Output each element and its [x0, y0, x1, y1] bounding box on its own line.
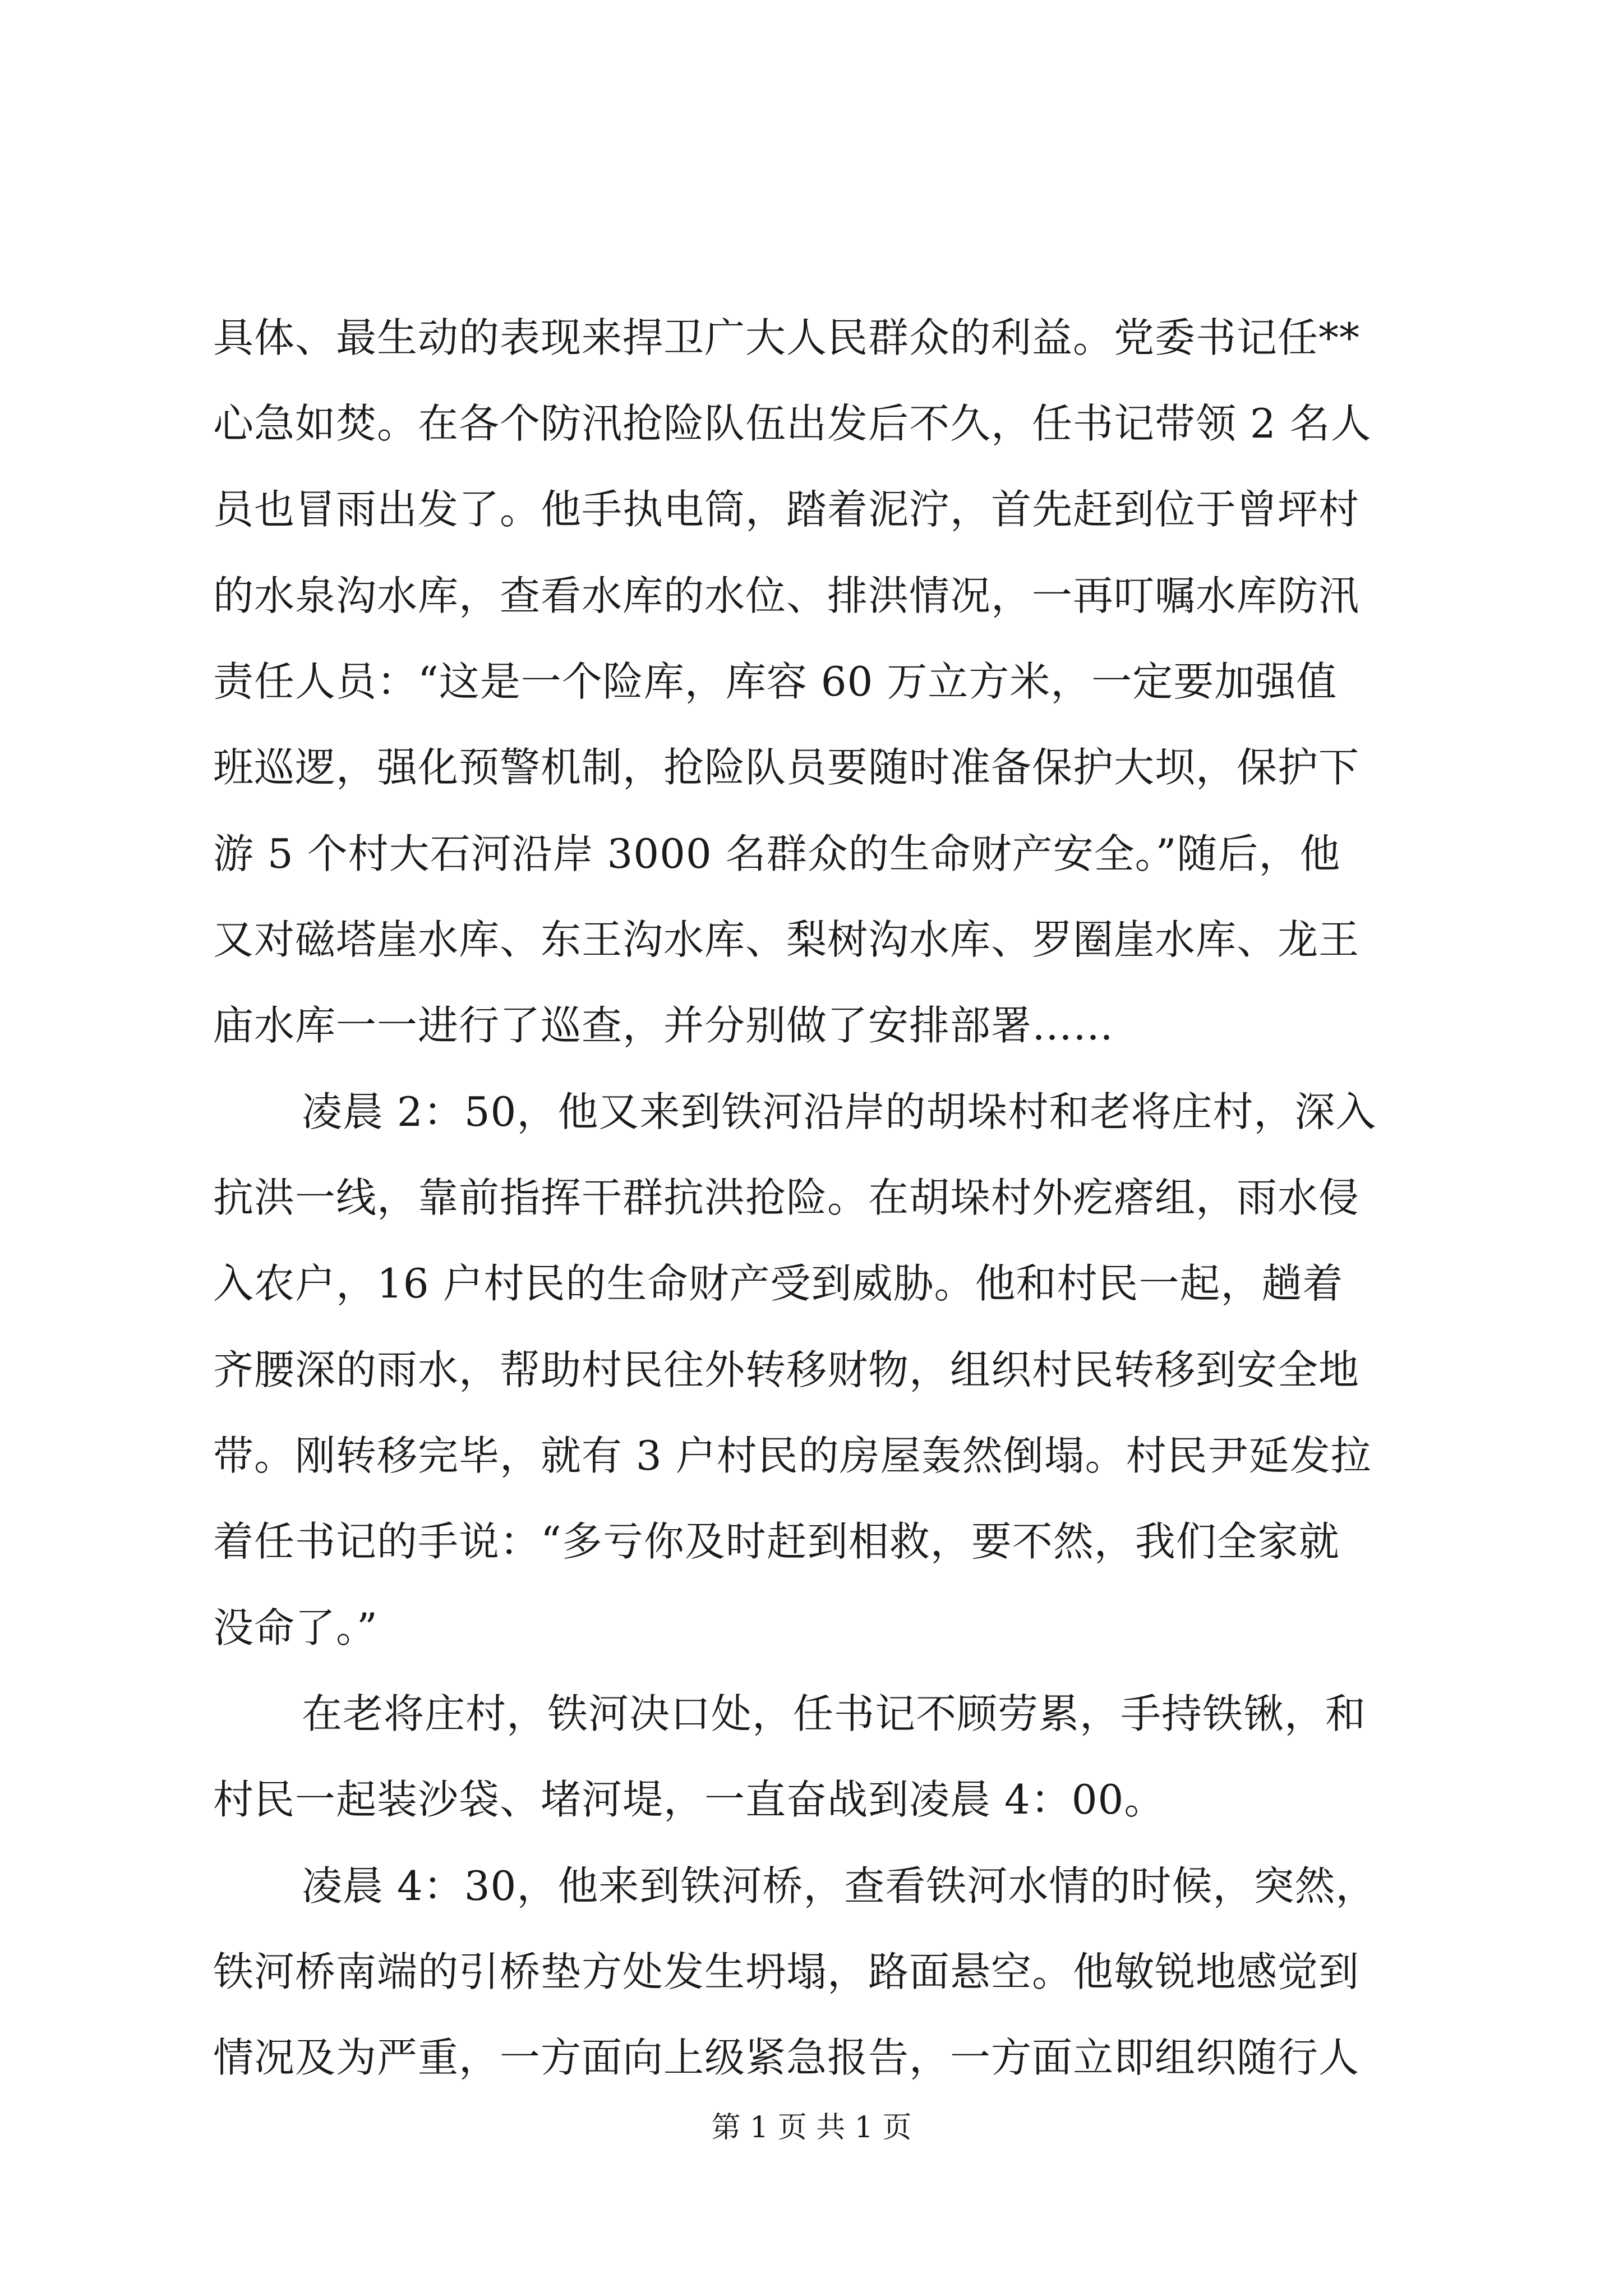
text-line: 情况及为严重，一方面向上级紧急报告，一方面立即组织随行人 [213, 2034, 1360, 2081]
paragraph-start-line: 凌晨 2：50，他又来到铁河沿岸的胡垛村和老将庄村，深入 [302, 1088, 1377, 1135]
text-line: 游 5 个村大石河沿岸 3000 名群众的生命财产安全。”随后，他 [213, 830, 1341, 877]
text-line: 班巡逻，强化预警机制，抢险队员要随时准备保护大坝，保护下 [213, 744, 1360, 791]
text-line: 责任人员：“这是一个险库，库容 60 万立方米，一定要加强值 [213, 658, 1338, 705]
page-footer: 第 1 页 共 1 页 [711, 2111, 912, 2145]
text-line: 抗洪一线，靠前指挥干群抗洪抢险。在胡垛村外疙瘩组，雨水侵 [213, 1174, 1360, 1221]
text-line: 村民一起装沙袋、堵河堤，一直奋战到凌晨 4：00。 [213, 1776, 1165, 1823]
text-line: 具体、最生动的表现来捍卫广大人民群众的利益。党委书记任** [213, 314, 1361, 361]
text-line: 铁河桥南端的引桥垫方处发生坍塌，路面悬空。他敏锐地感觉到 [213, 1948, 1360, 1995]
paragraph-start-line: 在老将庄村，铁河决口处，任书记不顾劳累，手持铁锹，和 [302, 1690, 1367, 1737]
paragraph-start-line: 凌晨 4：30，他来到铁河桥，查看铁河水情的时候，突然， [302, 1862, 1377, 1910]
text-line: 又对磁塔崖水库、东王沟水库、梨树沟水库、罗圈崖水库、龙王 [213, 916, 1360, 963]
text-line: 没命了。” [213, 1604, 378, 1651]
text-line: 的水泉沟水库，查看水库的水位、排洪情况，一再叮嘱水库防汛 [213, 572, 1360, 619]
text-line: 带。刚转移完毕，就有 3 户村民的房屋轰然倒塌。村民尹延发拉 [213, 1432, 1372, 1479]
text-line: 着任书记的手说：“多亏你及时赶到相救，要不然，我们全家就 [213, 1518, 1340, 1565]
text-line: 员也冒雨出发了。他手执电筒，踏着泥泞，首先赶到位于曾坪村 [213, 486, 1360, 533]
text-line: 齐腰深的雨水，帮助村民往外转移财物，组织村民转移到安全地 [213, 1346, 1360, 1393]
text-line: 庙水库一一进行了巡查，并分别做了安排部署…… [213, 1002, 1114, 1049]
text-line: 入农户，16 户村民的生命财产受到威胁。他和村民一起，趟着 [213, 1260, 1344, 1307]
text-line: 心急如焚。在各个防汛抢险队伍出发后不久，任书记带领 2 名人 [213, 400, 1372, 447]
